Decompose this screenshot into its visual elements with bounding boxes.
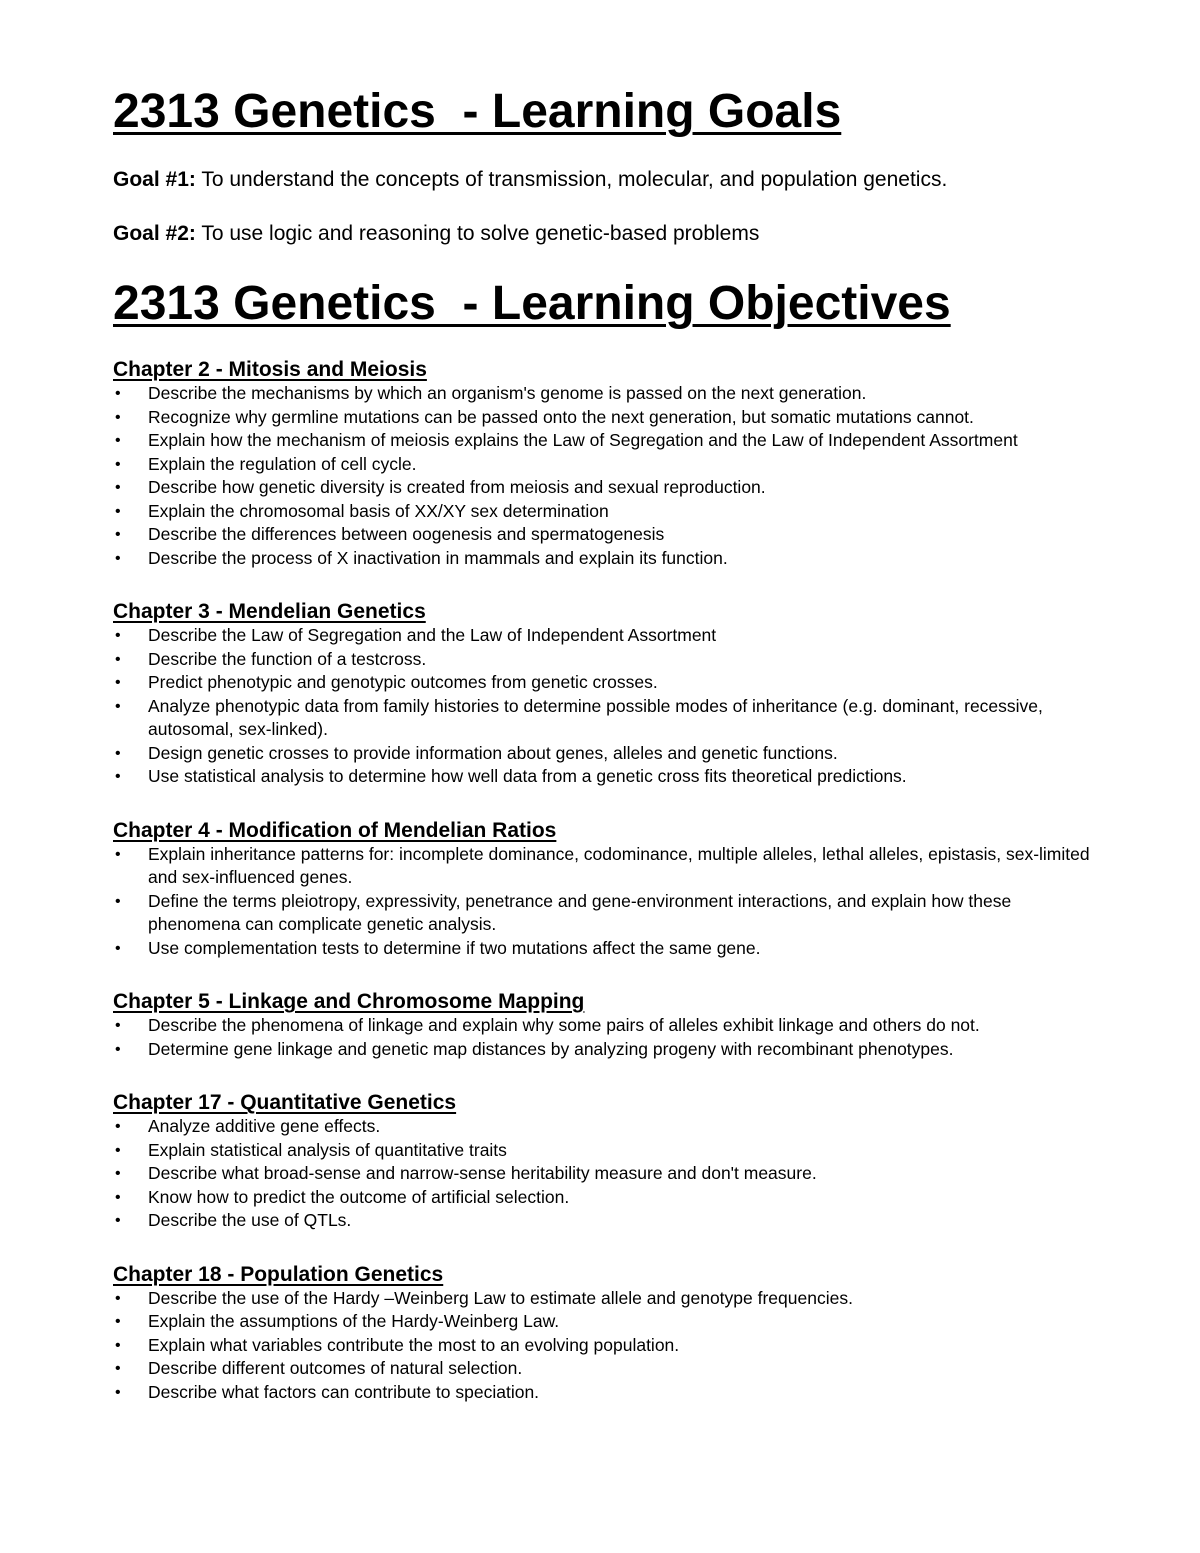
list-item: • Describe the process of X inactivation in mammals and explain its function.	[113, 547, 1108, 571]
list-item: • Explain statistical analysis of quantitative traits	[113, 1139, 1108, 1163]
objective-list	[113, 624, 1113, 789]
chapter-heading: Chapter 18 - Population Genetics	[113, 1262, 444, 1286]
list-item: • Analyze phenotypic data from family histories to determine possible modes of inheritance (e.g. dominant, recessive, autosomal, sex-linked).	[113, 695, 1108, 742]
objective-list	[113, 382, 1113, 570]
list-item: • Explain inheritance patterns for: incomplete dominance, codominance, multiple alleles, lethal alleles, epistasis, sex-limited and sex-influenced genes.	[113, 843, 1108, 890]
chapter-heading: Chapter 5 - Linkage and Chromosome Mapping	[113, 990, 585, 1013]
list-item: • Describe the Law of Segregation and the Law of Independent Assortment	[113, 624, 1108, 648]
objective-list	[113, 1014, 1113, 1061]
chapter-heading: Chapter 17 - Quantitative Genetics	[113, 1091, 457, 1114]
goal-2-label: Goal #2:	[113, 222, 196, 245]
chapter-17-section	[113, 1090, 1113, 1233]
goal-1-text: To understand the concepts of transmission, molecular, and population genetics.	[195, 168, 948, 191]
list-item: • Analyze additive gene effects.	[113, 1115, 1108, 1139]
chapter-4-section	[113, 818, 1113, 961]
goal-2	[113, 221, 1113, 247]
list-item: • Define the terms pleiotropy, expressivity, penetrance and gene-environment interactions, and explain how these phenomena can complicate genetic analysis.	[113, 890, 1108, 937]
chapter-heading: Chapter 4 - Modification of Mendelian Ratios	[113, 818, 557, 842]
chapter-18-section	[113, 1262, 1113, 1405]
list-item: • Explain how the mechanism of meiosis explains the Law of Segregation and the Law of Independent Assortment	[113, 429, 1108, 453]
list-item: • Determine gene linkage and genetic map distances by analyzing progeny with recombinant phenotypes.	[113, 1038, 1108, 1062]
list-item: • Use complementation tests to determine if two mutations affect the same gene.	[113, 937, 1108, 961]
list-item: • Explain the assumptions of the Hardy-Weinberg Law.	[113, 1310, 1108, 1334]
list-item: • Describe the function of a testcross.	[113, 648, 1108, 672]
list-item: • Predict phenotypic and genotypic outcomes from genetic crosses.	[113, 671, 1108, 695]
list-item: • Explain the regulation of cell cycle.	[113, 453, 1108, 477]
list-item: • Describe the mechanisms by which an organism's genome is passed on the next generation.	[113, 382, 1108, 406]
list-item: • Describe the use of QTLs.	[113, 1209, 1108, 1233]
learning-objectives-heading: 2313 Genetics - Learning Objectives	[113, 277, 951, 330]
list-item: • Explain what variables contribute the most to an evolving population.	[113, 1334, 1108, 1358]
goal-1	[113, 167, 1113, 193]
document-page	[113, 84, 1113, 1404]
list-item: • Use statistical analysis to determine how well data from a genetic cross fits theoretical predictions.	[113, 765, 1108, 789]
learning-goals-heading: 2313 Genetics - Learning Goals	[113, 85, 842, 138]
goal-1-label: Goal #1:	[113, 168, 196, 191]
objective-list	[113, 1287, 1113, 1405]
list-item: • Explain the chromosomal basis of XX/XY sex determination	[113, 500, 1108, 524]
chapter-2-section	[113, 357, 1113, 570]
list-item: • Describe how genetic diversity is created from meiosis and sexual reproduction.	[113, 476, 1108, 500]
list-item: • Design genetic crosses to provide information about genes, alleles and genetic functions.	[113, 742, 1108, 766]
list-item: • Describe what broad-sense and narrow-sense heritability measure and don't measure.	[113, 1162, 1108, 1186]
goal-2-text: To use logic and reasoning to solve genetic-based problems	[195, 222, 760, 245]
list-item: • Describe the phenomena of linkage and explain why some pairs of alleles exhibit linkage and others do not.	[113, 1014, 1108, 1038]
list-item: • Describe the use of the Hardy –Weinberg Law to estimate allele and genotype frequencies.	[113, 1287, 1108, 1311]
objective-list	[113, 843, 1113, 961]
chapter-heading: Chapter 2 - Mitosis and Meiosis	[113, 358, 427, 381]
list-item: • Describe what factors can contribute to speciation.	[113, 1381, 1108, 1405]
chapter-heading: Chapter 3 - Mendelian Genetics	[113, 600, 426, 623]
list-item: • Describe the differences between oogenesis and spermatogenesis	[113, 523, 1108, 547]
list-item: • Know how to predict the outcome of artificial selection.	[113, 1186, 1108, 1210]
list-item: • Describe different outcomes of natural selection.	[113, 1357, 1108, 1381]
chapter-3-section	[113, 599, 1113, 789]
chapter-5-section	[113, 989, 1113, 1061]
objective-list	[113, 1115, 1113, 1233]
list-item: • Recognize why germline mutations can be passed onto the next generation, but somatic mutations cannot.	[113, 406, 1108, 430]
